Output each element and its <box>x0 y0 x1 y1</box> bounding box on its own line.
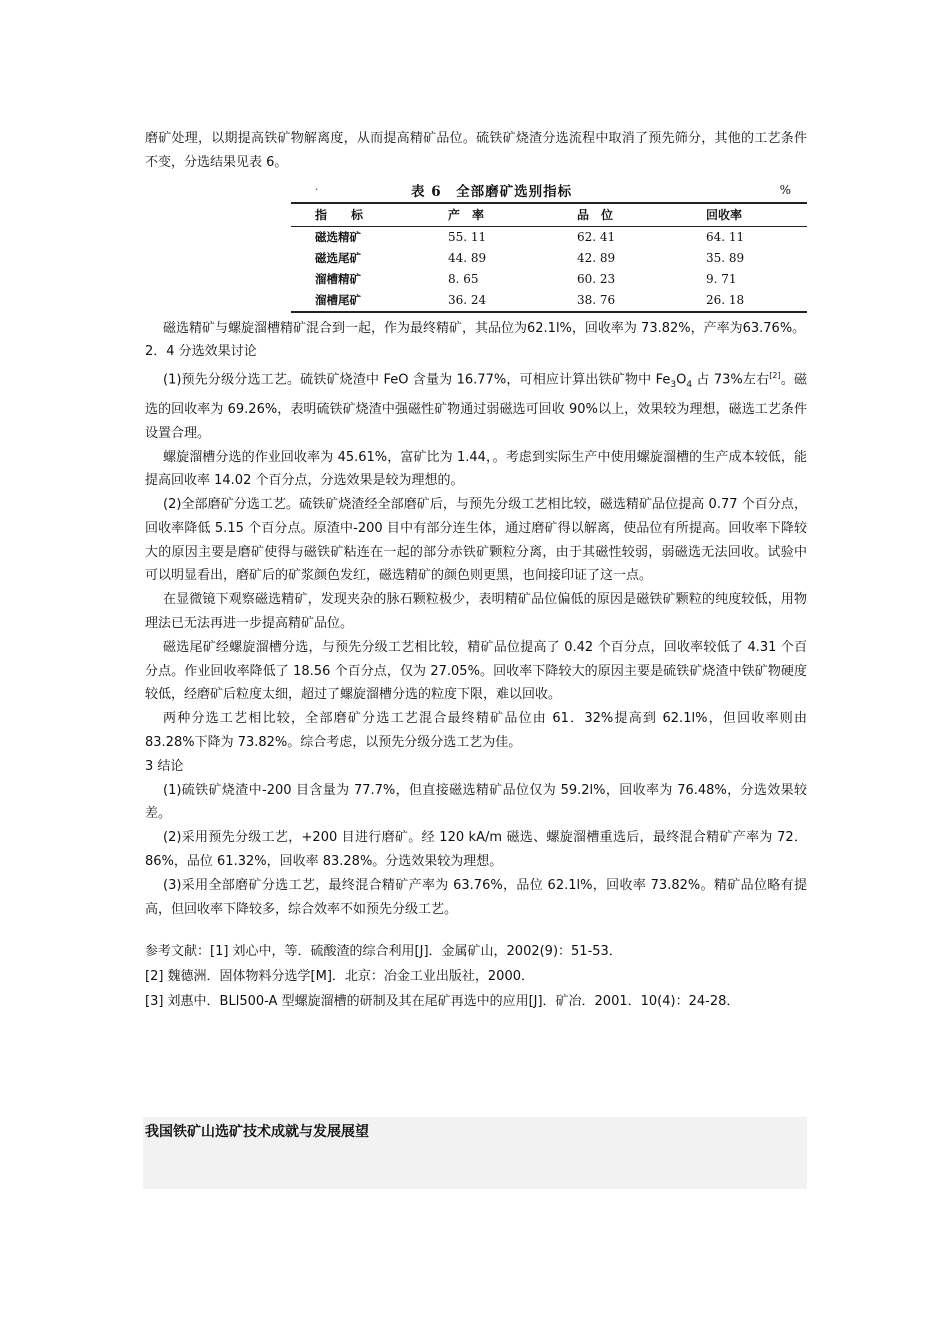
cell-grade: 60. 23 <box>577 272 616 287</box>
table-header-row <box>291 203 807 227</box>
next-article-box <box>143 1117 807 1189</box>
cell-grade: 62. 41 <box>577 230 616 245</box>
cell-grade: 38. 76 <box>549 290 678 312</box>
reference-item: [2] 魏德洲．固体物料分选学[M]．北京：冶金工业出版社，2000． <box>145 969 534 985</box>
table-unit: % <box>779 182 791 197</box>
cell-yield: 44. 89 <box>448 251 487 266</box>
paragraph-mix: 磁选精矿与螺旋溜槽精矿混合到一起，作为最终精矿，其品位为62.1l%，回收率为 73.82%，产率为63.76%。 <box>163 320 806 336</box>
cell-yield: 36. 24 <box>420 290 549 312</box>
paragraph-comparison: 两种分选工艺相比较，全部磨矿分选工艺混合最终精矿品位由 61．32%提高到 62.1l%，但回收率则由 83.28%下降为 73.82%。综合考虑，以预先分级分选工艺为佳。 <box>145 711 807 751</box>
table-row <box>291 269 807 290</box>
next-article-title: 我国铁矿山选矿技术成就与发展展望 <box>145 1124 369 1140</box>
references <box>145 939 807 1014</box>
paragraph-full-grinding: (2)全部磨矿分选工艺。硫铁矿烧渣经全部磨矿后，与预先分级工艺相比较，磁选精矿品位提高 0.77 个百分点，回收率降低 5.15 个百分点。原渣中-200 目中有部分连生体，通过磨矿得以解离，使品位有所提高。回收率下降较大的原因主要是磨矿使得与磁铁矿粘连在一起的部分赤铁矿颗粒分离，由于其磁性较弱，弱磁选无法回收。试验中可以明显看出，磨矿后的矿浆颜色发红，磁选精矿的颜色则更黑，也间接印证了这一点。 <box>145 497 807 584</box>
header-indicator: 指 标 <box>291 203 420 227</box>
table-6 <box>145 178 807 313</box>
cell-yield: 8. 65 <box>448 272 479 287</box>
intro-paragraph: 磨矿处理，以期提高铁矿物解离度，从而提高精矿品位。硫铁矿烧渣分选流程中取消了预先筛分，其他的工艺条件不变，分选结果见表 6。 <box>145 131 807 170</box>
paragraph-spiral-chute: 螺旋溜槽分选的作业回收率为 45.61%，富矿比为 1.44，。考虑到实际生产中使用螺旋溜槽的生产成本较低，能提高回收率 14.02 个百分点，分选效果是较为理想的。 <box>145 449 807 489</box>
row-label: 磁选精矿 <box>315 230 361 245</box>
p2-text-o: O <box>676 372 687 388</box>
paragraph-pre-classification <box>145 364 807 445</box>
p2-citation: [2] <box>769 371 781 381</box>
reference-item: [3] 刘惠中．BLl500-A 型螺旋溜槽的研制及其在尾矿再选中的应用[J]．矿冶．2001．10(4)：24-28． <box>145 994 740 1010</box>
cell-recovery: 9. 71 <box>706 272 737 287</box>
p2-sub-4: 4 <box>686 380 693 391</box>
p2-text-a: (1)预先分级分选工艺。硫铁矿烧渣中 FeO 含量为 16.77%，可相应计算出铁矿物中 Fe <box>163 372 671 388</box>
row-label: 溜槽尾矿 <box>291 290 420 312</box>
paragraph-tailings: 磁选尾矿经螺旋溜槽分选，与预先分级工艺相比较，精矿品位提高了 0.42 个百分点，回收率较低了 4.31 个百分点。作业回收率降低了 18.56 个百分点，仅为 27.05%。回收率下降较大的原因主要是硫铁矿烧渣中铁矿物硬度较低，经磨矿后粒度太细，超过了螺旋溜槽分选的粒度下限，难以回收。 <box>145 639 807 703</box>
p2-text-b: 占 73%左右 <box>692 372 770 388</box>
row-label: 磁选尾矿 <box>315 251 361 266</box>
table-row <box>291 290 807 312</box>
header-yield: 产 率 <box>420 203 549 227</box>
conclusion-1: (1)硫铁矿烧渣中-200 目含量为 77.7%，但直接磁选精矿品位仅为 59.2l%，回收率为 76.48%，分选效果较差。 <box>145 782 807 822</box>
cell-yield: 55. 11 <box>448 230 487 245</box>
cell-recovery: 26. 18 <box>678 290 807 312</box>
section-heading-3: 3 结论 <box>145 758 184 774</box>
conclusion-3: (3)采用全部磨矿分选工艺，最终混合精矿产率为 63.76%，品位 62.1l%，回收率 73.82%。精矿品位略有提高，但回收率下降较多，综合效率不如预先分级工艺。 <box>145 877 807 917</box>
section-heading-2-4: 2．4 分选效果讨论 <box>145 344 257 360</box>
paragraph-microscope: 在显微镜下观察磁选精矿，发现夹杂的脉石颗粒极少，表明精矿品位偏低的原因是磁铁矿颗粒的纯度较低，用物理法已无法再进一步提高精矿品位。 <box>145 592 807 632</box>
cell-recovery: 64. 11 <box>706 230 745 245</box>
table-row <box>291 226 807 248</box>
data-table <box>291 202 807 313</box>
table-row <box>291 248 807 269</box>
table-mark: · <box>315 183 319 197</box>
header-grade: 品 位 <box>549 203 678 227</box>
row-label: 溜槽精矿 <box>315 272 361 287</box>
p2-sub-3: 3 <box>670 380 677 391</box>
reference-item: 参考文献：[1] 刘心中，等．硫酸渣的综合利用[J]．金属矿山，2002(9)：51-53． <box>145 944 622 960</box>
conclusion-2: (2)采用预先分级工艺，+200 目进行磨矿。经 120 kA/m 磁选、螺旋溜槽重选后，最终混合精矿产率为 72．86%，品位 61.32%，回收率 83.28%。分选效果较为理想。 <box>145 830 807 870</box>
cell-grade: 42. 89 <box>577 251 616 266</box>
p2-text-c: 。磁选的回收率为 69.26%，表明硫铁矿烧渣中强磁性矿物通过弱磁选可回收 90%以上，效果较为理想，磁选工艺条件设置合理。 <box>145 372 807 441</box>
header-recovery: 回收率 <box>678 203 807 227</box>
table-caption: 表 6 全部磨矿选别指标 <box>411 183 573 200</box>
document-page <box>145 127 807 1014</box>
cell-recovery: 35. 89 <box>706 251 745 266</box>
table-title-row <box>291 178 807 202</box>
